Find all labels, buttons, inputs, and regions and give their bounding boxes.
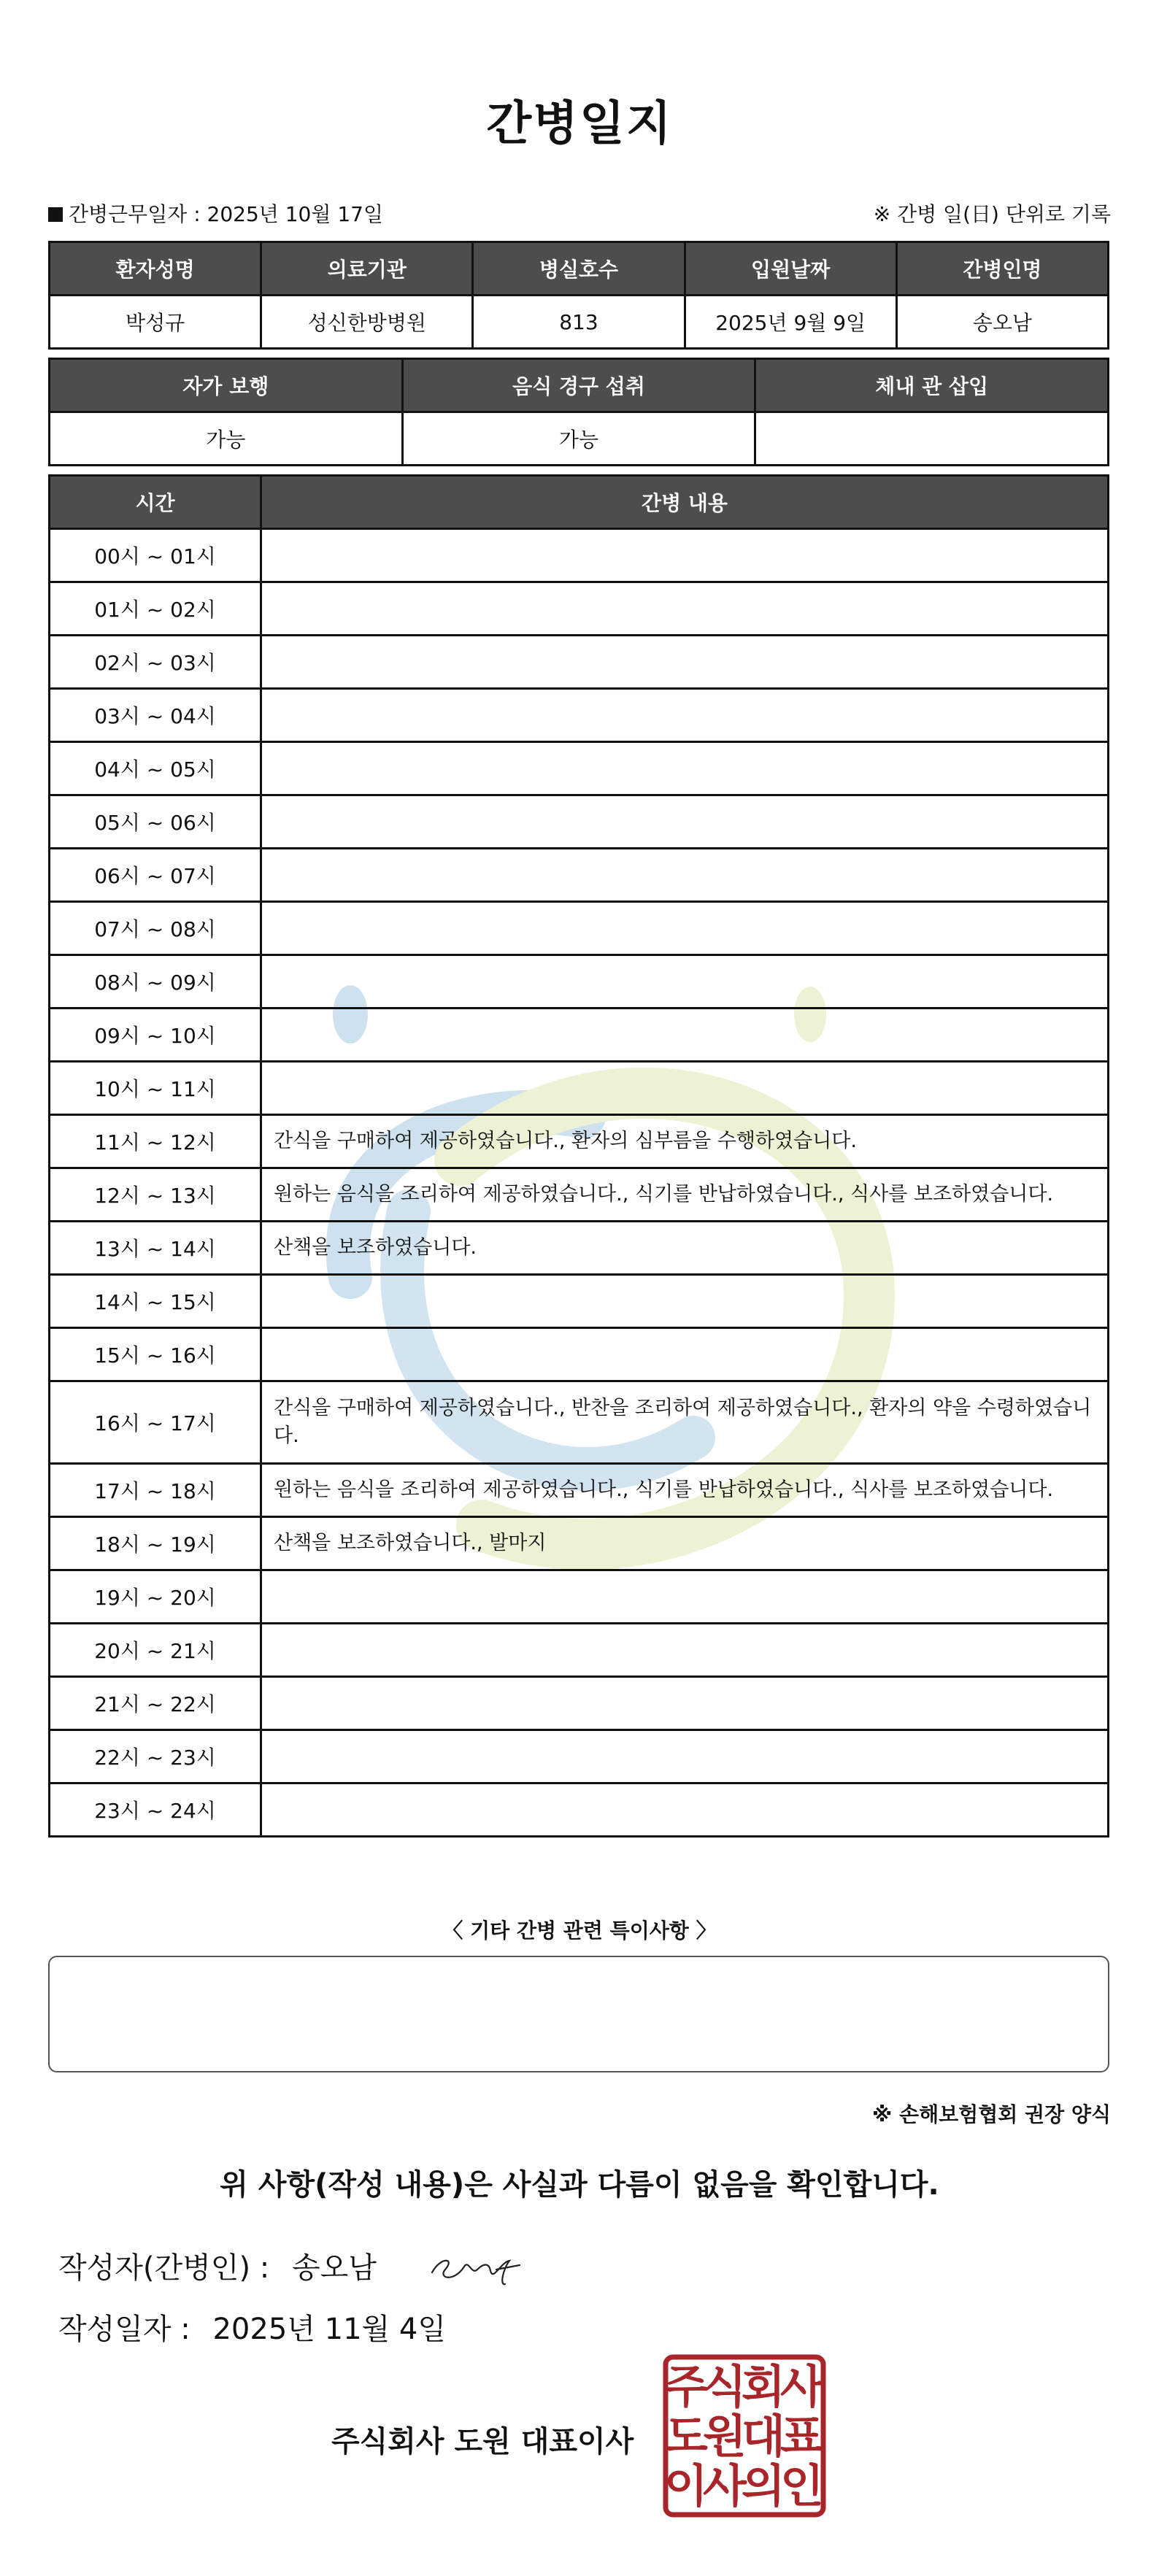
header-time: 시간 bbox=[50, 476, 261, 529]
seal-character: 원 bbox=[703, 2410, 747, 2463]
writer-name: 송오남 bbox=[291, 2251, 377, 2285]
write-date-label: 작성일자 : bbox=[58, 2313, 190, 2346]
seal-character: 회 bbox=[742, 2360, 785, 2413]
tube-value bbox=[755, 412, 1109, 466]
seal-character: 사 bbox=[780, 2360, 824, 2413]
care-row bbox=[50, 689, 1109, 742]
care-time: 12시 ~ 13시 bbox=[50, 1168, 261, 1222]
extra-notes-title: 〈 기타 간병 관련 특이사항 〉 bbox=[442, 1918, 717, 1943]
care-row bbox=[50, 1677, 1109, 1730]
care-note bbox=[261, 1783, 1109, 1837]
seal-character: 식 bbox=[703, 2360, 747, 2413]
care-row bbox=[50, 1009, 1109, 1062]
hospital: 성신한방병원 bbox=[261, 296, 473, 349]
care-time: 11시 ~ 12시 bbox=[50, 1115, 261, 1168]
care-log-table bbox=[48, 474, 1109, 1837]
care-time: 16시 ~ 17시 bbox=[50, 1381, 261, 1464]
care-note bbox=[261, 1009, 1109, 1062]
header-caregiver: 간병인명 bbox=[896, 242, 1108, 296]
care-time: 20시 ~ 21시 bbox=[50, 1624, 261, 1677]
seal-character: 이 bbox=[664, 2459, 708, 2513]
care-time: 08시 ~ 09시 bbox=[50, 955, 261, 1009]
care-note bbox=[261, 1624, 1109, 1677]
care-row bbox=[50, 902, 1109, 955]
header-tube: 체내 관 삽입 bbox=[755, 359, 1109, 412]
care-note bbox=[261, 1570, 1109, 1624]
care-row bbox=[50, 1624, 1109, 1677]
document-title: 간병일지 bbox=[486, 97, 673, 151]
confirmation-statement: 위 사항(작성 내용)은 사실과 다름이 없음을 확인합니다. bbox=[220, 2168, 939, 2202]
seal-character: 표 bbox=[780, 2410, 824, 2463]
care-time: 07시 ~ 08시 bbox=[50, 902, 261, 955]
seal-character: 주 bbox=[664, 2360, 708, 2413]
header-care-content: 간병 내용 bbox=[261, 476, 1109, 529]
care-row bbox=[50, 1517, 1109, 1570]
care-row bbox=[50, 1275, 1109, 1328]
care-time: 01시 ~ 02시 bbox=[50, 582, 261, 636]
care-row bbox=[50, 1570, 1109, 1624]
header-patient-name: 환자성명 bbox=[50, 242, 261, 296]
header-room: 병실호수 bbox=[473, 242, 685, 296]
care-row bbox=[50, 582, 1109, 636]
care-note: 산책을 보조하였습니다., 발마지 bbox=[261, 1517, 1109, 1570]
write-date-value: 2025년 11월 4일 bbox=[212, 2313, 446, 2346]
ability-table bbox=[48, 358, 1109, 466]
care-row bbox=[50, 795, 1109, 849]
care-time: 10시 ~ 11시 bbox=[50, 1062, 261, 1115]
seal-character: 인 bbox=[780, 2459, 824, 2513]
care-row bbox=[50, 1730, 1109, 1783]
care-note bbox=[261, 689, 1109, 742]
care-note bbox=[261, 636, 1109, 689]
care-row bbox=[50, 849, 1109, 902]
care-time: 06시 ~ 07시 bbox=[50, 849, 261, 902]
care-note bbox=[261, 1275, 1109, 1328]
care-time: 00시 ~ 01시 bbox=[50, 529, 261, 582]
care-row bbox=[50, 529, 1109, 582]
care-time: 23시 ~ 24시 bbox=[50, 1783, 261, 1837]
caregiver-name: 송오남 bbox=[896, 296, 1108, 349]
care-time: 15시 ~ 16시 bbox=[50, 1328, 261, 1381]
care-time: 17시 ~ 18시 bbox=[50, 1464, 261, 1517]
care-row bbox=[50, 955, 1109, 1009]
care-row bbox=[50, 1783, 1109, 1837]
care-row bbox=[50, 636, 1109, 689]
care-note bbox=[261, 955, 1109, 1009]
seal-character: 사 bbox=[703, 2459, 747, 2513]
extra-notes-box bbox=[48, 1956, 1109, 2072]
handwritten-signature bbox=[423, 2240, 525, 2291]
care-time: 05시 ~ 06시 bbox=[50, 795, 261, 849]
care-time: 18시 ~ 19시 bbox=[50, 1517, 261, 1570]
care-note: 간식을 구매하여 제공하였습니다., 환자의 심부름을 수행하였습니다. bbox=[261, 1115, 1109, 1168]
patient-name: 박성규 bbox=[50, 296, 261, 349]
care-note bbox=[261, 529, 1109, 582]
work-date-label: 간병근무일자 bbox=[69, 202, 188, 226]
care-time: 02시 ~ 03시 bbox=[50, 636, 261, 689]
care-row bbox=[50, 1464, 1109, 1517]
square-bullet-icon bbox=[48, 207, 63, 222]
care-row bbox=[50, 1168, 1109, 1222]
header-oral-intake: 음식 경구 섭취 bbox=[402, 359, 755, 412]
care-note bbox=[261, 1677, 1109, 1730]
care-row bbox=[50, 1062, 1109, 1115]
care-note bbox=[261, 742, 1109, 795]
care-time: 04시 ~ 05시 bbox=[50, 742, 261, 795]
care-note bbox=[261, 1062, 1109, 1115]
care-row bbox=[50, 1328, 1109, 1381]
recommendation-note: ※ 손해보험협회 권장 양식 bbox=[872, 2102, 1111, 2126]
writer-line bbox=[58, 2245, 377, 2286]
care-time: 09시 ~ 10시 bbox=[50, 1009, 261, 1062]
header-hospital: 의료기관 bbox=[261, 242, 473, 296]
walking-value: 가능 bbox=[50, 412, 403, 466]
care-note bbox=[261, 1328, 1109, 1381]
care-note: 원하는 음식을 조리하여 제공하였습니다., 식기를 반납하였습니다., 식사를 보조하였습니다. bbox=[261, 1168, 1109, 1222]
write-date-line bbox=[58, 2306, 446, 2348]
admission-date: 2025년 9월 9일 bbox=[685, 296, 896, 349]
seal-character: 대 bbox=[742, 2410, 785, 2463]
care-note bbox=[261, 582, 1109, 636]
header-walking: 자가 보행 bbox=[50, 359, 403, 412]
oral-intake-value: 가능 bbox=[402, 412, 755, 466]
care-note bbox=[261, 902, 1109, 955]
care-note: 원하는 음식을 조리하여 제공하였습니다., 식기를 반납하였습니다., 식사를 보조하였습니다. bbox=[261, 1464, 1109, 1517]
care-row bbox=[50, 1381, 1109, 1464]
care-note bbox=[261, 849, 1109, 902]
room-number: 813 bbox=[473, 296, 685, 349]
care-note: 간식을 구매하여 제공하였습니다., 반찬을 조리하여 제공하였습니다., 환자의 약을 수령하였습니다. bbox=[261, 1381, 1109, 1464]
care-row bbox=[50, 1222, 1109, 1275]
work-date-value: 2025년 10월 17일 bbox=[207, 202, 383, 226]
care-time: 03시 ~ 04시 bbox=[50, 689, 261, 742]
care-time: 19시 ~ 20시 bbox=[50, 1570, 261, 1624]
work-date: 간병근무일자 : 2025년 10월 17일 bbox=[48, 198, 383, 228]
writer-label: 작성자(간병인) : bbox=[58, 2251, 270, 2285]
care-note: 산책을 보조하였습니다. bbox=[261, 1222, 1109, 1275]
header-admission-date: 입원날짜 bbox=[685, 242, 896, 296]
patient-info-table bbox=[48, 241, 1109, 350]
seal-character: 의 bbox=[742, 2459, 785, 2513]
care-time: 14시 ~ 15시 bbox=[50, 1275, 261, 1328]
care-time: 21시 ~ 22시 bbox=[50, 1677, 261, 1730]
care-time: 22시 ~ 23시 bbox=[50, 1730, 261, 1783]
company-name: 주식회사 도원 대표이사 bbox=[331, 2425, 634, 2459]
care-note bbox=[261, 1730, 1109, 1783]
care-row bbox=[50, 742, 1109, 795]
care-note bbox=[261, 795, 1109, 849]
record-unit-note: ※ 간병 일(日) 단위로 기록 bbox=[873, 202, 1111, 226]
company-seal-stamp bbox=[663, 2354, 826, 2518]
care-time: 13시 ~ 14시 bbox=[50, 1222, 261, 1275]
care-row bbox=[50, 1115, 1109, 1168]
seal-character: 도 bbox=[664, 2410, 708, 2463]
